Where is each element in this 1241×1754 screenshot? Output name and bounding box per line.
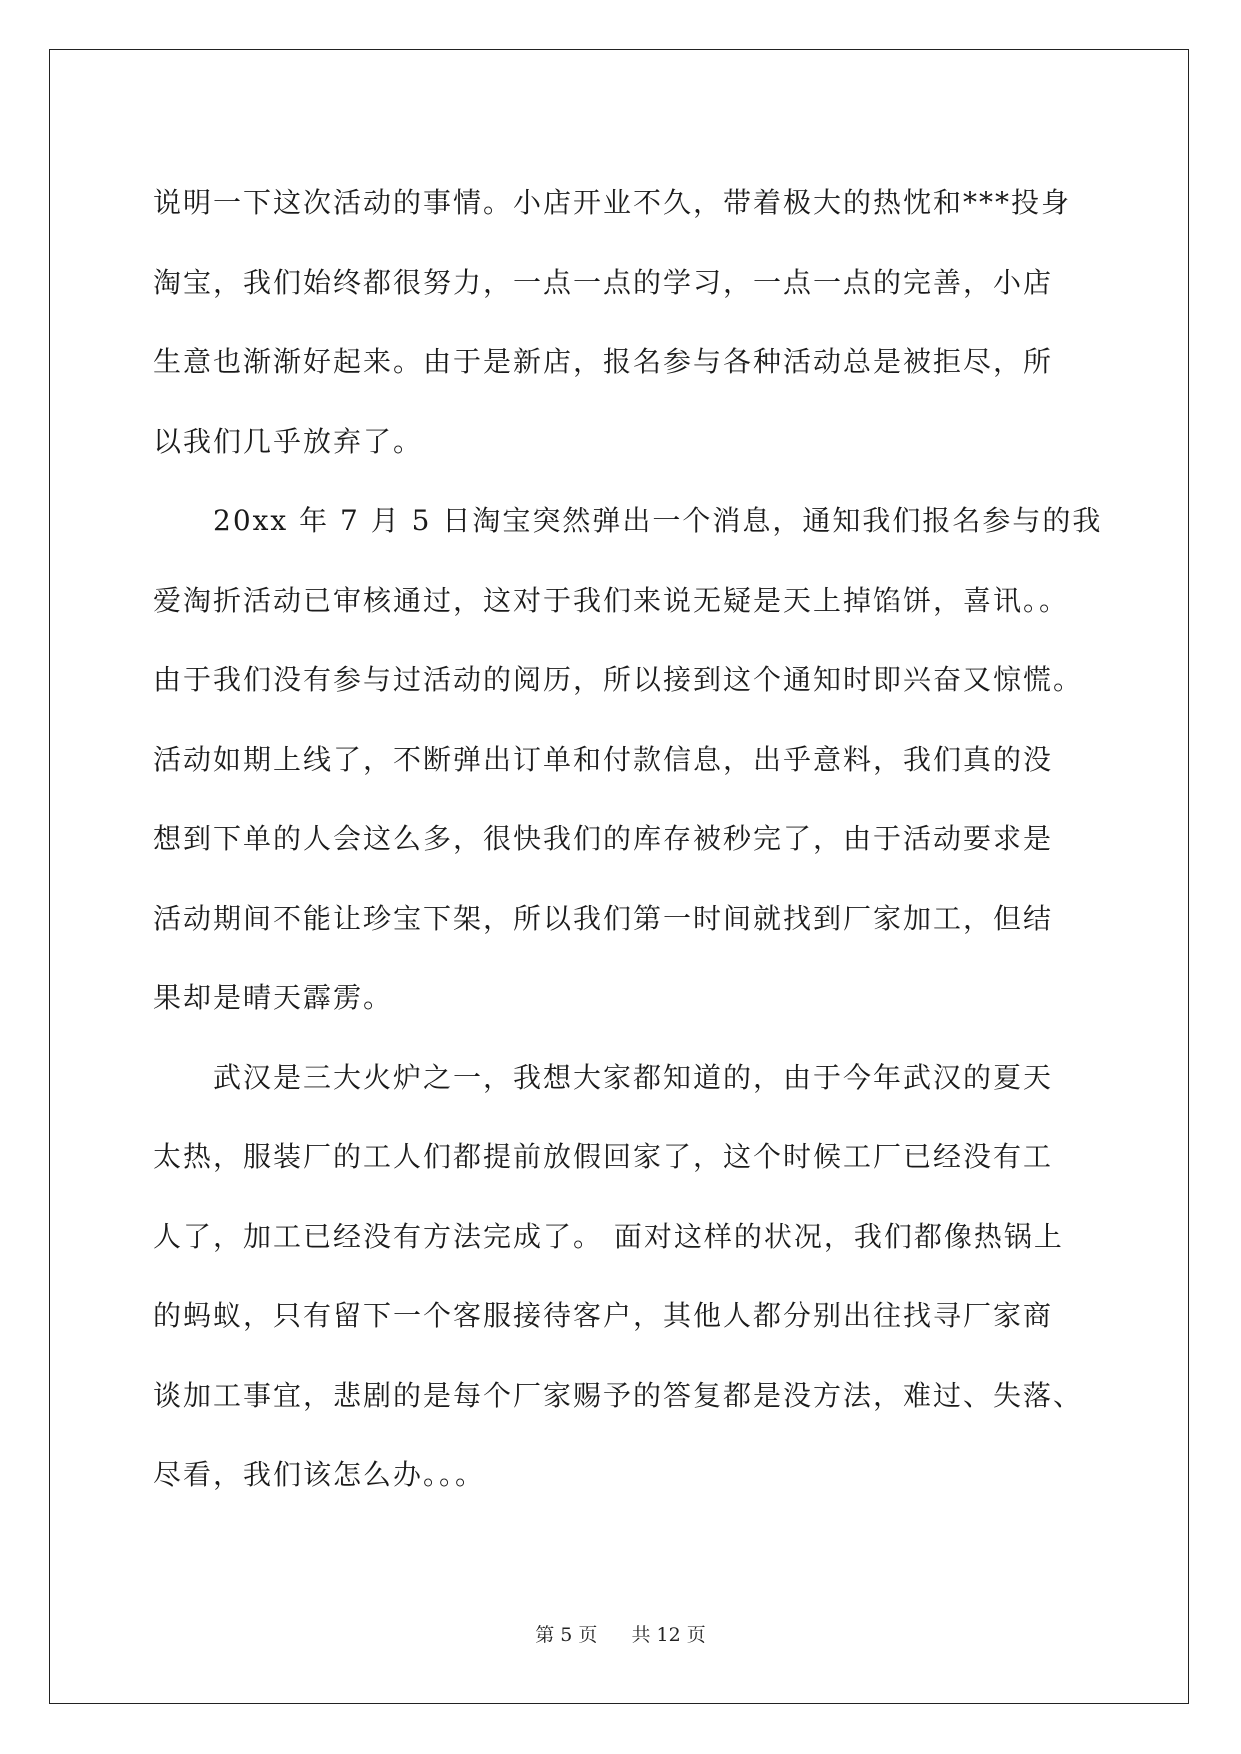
paragraph <box>153 1038 1093 1515</box>
page-footer <box>0 1620 1241 1647</box>
text-line: 尽看，我们该怎么办。。。 <box>153 1458 486 1491</box>
text-line: 说明一下这次活动的事情。小店开业不久，带着极大的热忱和***投身 <box>153 186 1072 219</box>
paragraph <box>153 163 1093 481</box>
text-line: 活动期间不能让珍宝下架，所以我们第一时间就找到厂家加工，但结 <box>153 901 1054 935</box>
text-line: 以我们几乎放弃了。 <box>153 424 424 458</box>
page-total: 共 12 页 <box>631 1624 706 1646</box>
text-line: 武汉是三大火炉之一，我想大家都知道的，由于今年武汉的夏天 <box>213 1060 1054 1094</box>
paragraph <box>153 481 1103 1038</box>
text-line: 活动如期上线了，不断弹出订单和付款信息，出乎意料，我们真的没 <box>153 742 1054 776</box>
document-body <box>153 163 1103 1515</box>
text-line: 果却是晴天霹雳。 <box>153 981 394 1014</box>
text-line: 的蚂蚁，只有留下一个客服接待客户，其他人都分别出往找寻厂家商 <box>153 1299 1054 1332</box>
text-line: 人了，加工已经没有方法完成了。 面对这样的状况，我们都像热锅上 <box>153 1219 1064 1253</box>
text-line: 20xx 年 7 月 5 日淘宝突然弹出一个消息，通知我们报名参与的我 <box>213 504 1103 537</box>
page-number: 第 5 页 <box>535 1624 598 1646</box>
text-line: 谈加工事宜，悲剧的是每个厂家赐予的答复都是没方法，难过、失落、 <box>153 1378 1084 1412</box>
text-line: 由于我们没有参与过活动的阅历，所以接到这个通知时即兴奋又惊慌。 <box>153 663 1084 696</box>
text-line: 太热，服装厂的工人们都提前放假回家了，这个时候工厂已经没有工 <box>153 1140 1054 1173</box>
text-line: 淘宝，我们始终都很努力，一点一点的学习，一点一点的完善，小店 <box>153 265 1054 299</box>
text-line: 爱淘折活动已审核通过，这对于我们来说无疑是天上掉馅饼，喜讯。。 <box>153 583 1070 617</box>
text-line: 想到下单的人会这么多，很快我们的库存被秒完了，由于活动要求是 <box>153 822 1054 855</box>
text-line: 生意也渐渐好起来。由于是新店，报名参与各种活动总是被拒尽，所 <box>153 345 1054 378</box>
